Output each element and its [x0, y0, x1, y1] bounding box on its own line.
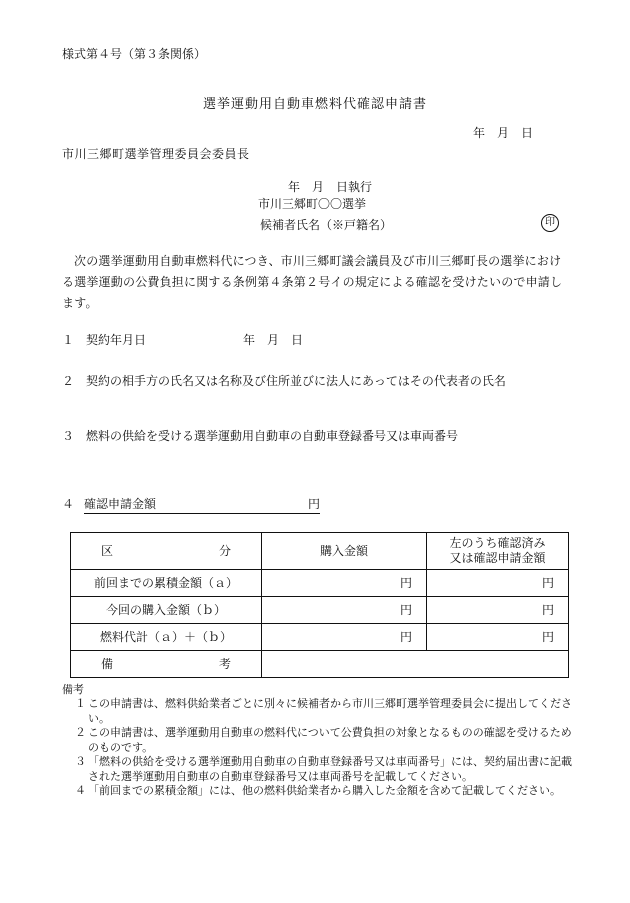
note-number: １: [75, 697, 86, 710]
amount-table: [70, 532, 569, 678]
table-row: [71, 624, 569, 651]
row-label: 燃料代計（ａ）＋（ｂ）: [71, 624, 262, 651]
note-number: ３: [75, 755, 86, 768]
note-text: 「燃料の供給を受ける選挙運動用自動車の自動車登録番号又は車両番号」には、契約届出書に記載された選挙運動用自動車の自動車登録番号又は車両番号を記載してください。: [88, 755, 572, 783]
confirmed-amount-cell: 円: [427, 597, 569, 624]
table-row: [71, 597, 569, 624]
execution-date: 年 月 日執行: [288, 180, 373, 194]
candidate-name-label: 候補者氏名（※戸籍名）: [260, 218, 393, 232]
header-category-b: 分: [218, 543, 231, 558]
remarks-cell: [262, 651, 569, 678]
header-category: [71, 533, 262, 570]
item-number-4: ４: [62, 497, 75, 511]
page-title: 選挙運動用自動車燃料代確認申請書: [202, 97, 427, 112]
purchase-amount-cell: 円: [262, 570, 427, 597]
notes-heading: 備考: [62, 683, 84, 696]
notes-list: [62, 697, 582, 799]
remarks-label-a: 備: [101, 656, 114, 671]
note-number: ２: [75, 726, 86, 739]
submission-date: 年 月 日: [473, 126, 534, 140]
seal-mark: 印: [541, 214, 559, 232]
contract-date-blank: 年 月 日: [243, 333, 304, 347]
remarks-label: [71, 651, 262, 678]
note-item: [62, 726, 582, 755]
note-text: 「前回までの累積金額」には、他の燃料供給業者から購入した金額を含めて記載してください。: [88, 784, 561, 797]
remarks-label-b: 考: [218, 656, 231, 671]
addressee: 市川三郷町選挙管理委員会委員長: [62, 147, 250, 161]
table-row: [71, 570, 569, 597]
note-text: この申請書は、選挙運動用自動車の燃料代について公費負担の対象となるものの確認を受けるためのものです。: [88, 726, 572, 754]
purchase-amount-cell: 円: [262, 624, 427, 651]
note-item: [62, 755, 582, 784]
header-confirmed-line1: 左のうち確認済み: [449, 536, 546, 550]
header-confirmed-line2: 又は確認申請金額: [449, 551, 546, 565]
note-number: ４: [75, 784, 86, 797]
row-label: 前回までの累積金額（ａ）: [71, 570, 262, 597]
application-statement: 次の選挙運動用自動車燃料代につき、市川三郷町議会議員及び市川三郷町長の選挙における選挙運動の公費負担に関する条例第４条第２号イの規定による確認を受けたいので申請します。: [62, 254, 563, 310]
item-requested-amount: [84, 496, 320, 514]
note-item: [62, 697, 582, 726]
form-number: 様式第４号（第３条関係）: [62, 47, 207, 61]
item-contract-party: ２ 契約の相手方の氏名又は名称及び住所並びに法人にあってはその代表者の氏名: [62, 374, 506, 388]
header-confirmed-amount: [427, 533, 569, 570]
header-category-a: 区: [101, 543, 114, 558]
row-label: 今回の購入金額（ｂ）: [71, 597, 262, 624]
purchase-amount-cell: 円: [262, 597, 427, 624]
remarks-row: [71, 651, 569, 678]
requested-amount-yen: 円: [307, 497, 320, 511]
confirmed-amount-cell: 円: [427, 570, 569, 597]
election-name: 市川三郷町〇〇選挙: [258, 197, 367, 211]
note-text: この申請書は、燃料供給業者ごとに別々に候補者から市川三郷町選挙管理委員会に提出してください。: [88, 697, 572, 725]
table-header-row: [71, 533, 569, 570]
item-vehicle-number: ３ 燃料の供給を受ける選挙運動用自動車の自動車登録番号又は車両番号: [62, 429, 459, 443]
item-contract-date: １ 契約年月日: [62, 333, 147, 347]
confirmed-amount-cell: 円: [427, 624, 569, 651]
header-purchase-amount: 購入金額: [262, 533, 427, 570]
note-item: [62, 784, 582, 799]
requested-amount-label: 確認申請金額: [84, 497, 157, 511]
